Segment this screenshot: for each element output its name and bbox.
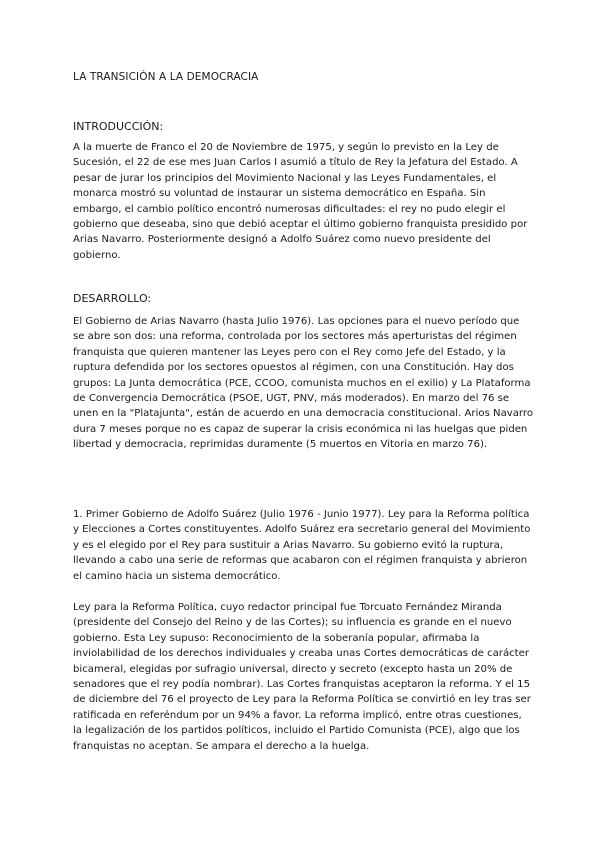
intro-paragraph: A la muerte de Franco el 20 de Noviembre de 1975, y según lo previsto en la Ley de Sucesión, el 22 de ese mes Juan Carlos I asumió a título de Rey la Jefatura del Estado. A pesar de jurar los principios del Movimiento Nacional y las Leyes Fundamentales, el monarca mostró su voluntad de instaurar un sistema democrático en España. Sin embargo, el cambio político encontró numerosas dificultades: el rey no pudo elegir el gobierno que deseaba, sino que debió aceptar el último gobierno franquista presidido por Arias Navarro. Posteriormente designó a Adolfo Suárez como nuevo presidente del gobierno. bbox=[73, 142, 528, 261]
intro-heading: INTRODUCCIÓN: bbox=[73, 120, 164, 133]
document-title: LA TRANSICIÓN A LA DEMOCRACIA bbox=[73, 71, 259, 83]
development-paragraph: El Gobierno de Arias Navarro (hasta Julio 1976). Las opciones para el nuevo período que se abre son dos: una reforma, controlada por los sectores más aperturistas del régimen franquista que quieren mantener las Leyes pero con el Rey como Jefe del Estado, y la ruptura defendida por los sectores opuestos al régimen, con una Constitución. Hay dos grupos: La Junta democrática (PCE, CCOO, comunista muchos en el exilio) y La Plataforma de Convergencia Democrática (PSOE, UGT, PNV, más moderados). En marzo del 76 se unen en la "Platajunta", están de acuerdo en una democracia constitucional. Arios Navarro dura 7 meses porque no es capaz de superar la crisis económica ni las huelgas que piden libertad y democracia, reprimidas duramente (5 muertos en Vitoria en marzo 76). bbox=[73, 316, 534, 451]
first-government-paragraph: 1. Primer Gobierno de Adolfo Suárez (Julio 1976 - Junio 1977). Ley para la Reforma política y Elecciones a Cortes constituyentes. Adolfo Suárez era secretario general del Movimiento y es el elegido por el Rey para sustituir a Arias Navarro. Su gobierno evitó la ruptura, llevando a cabo una serie de reformas que acabaron con el régimen franquista y abrieron el camino hacia un sistema democrático. bbox=[73, 509, 531, 582]
reform-law-paragraph: Ley para la Reforma Política, cuyo redactor principal fue Torcuato Fernández Miranda (presidente del Consejo del Reino y de las Cortes); su influencia es grande en el nuevo gobierno. Esta Ley supuso: Reconocimiento de la soberanía popular, afirmaba la inviolabilidad de los derechos individuales y creaba unas Cortes democráticas de carácter bicameral, elegidas por sufragio universal, directo y secreto (excepto hasta un 20% de senadores que el rey podía nombrar). Las Cortes franquistas aceptaron la reforma. Y el 15 de diciembre del 76 el proyecto de Ley para la Reforma Política se convirtió en ley tras ser ratificada en referéndum por un 94% a favor. La reforma implicó, entre otras cuestiones, la legalización de los partidos políticos, incluido el Partido Comunista (PCE), algo que los franquistas no aceptan. Se ampara el derecho a la huelga. bbox=[73, 602, 531, 752]
development-heading: DESARROLLO: bbox=[73, 292, 152, 305]
